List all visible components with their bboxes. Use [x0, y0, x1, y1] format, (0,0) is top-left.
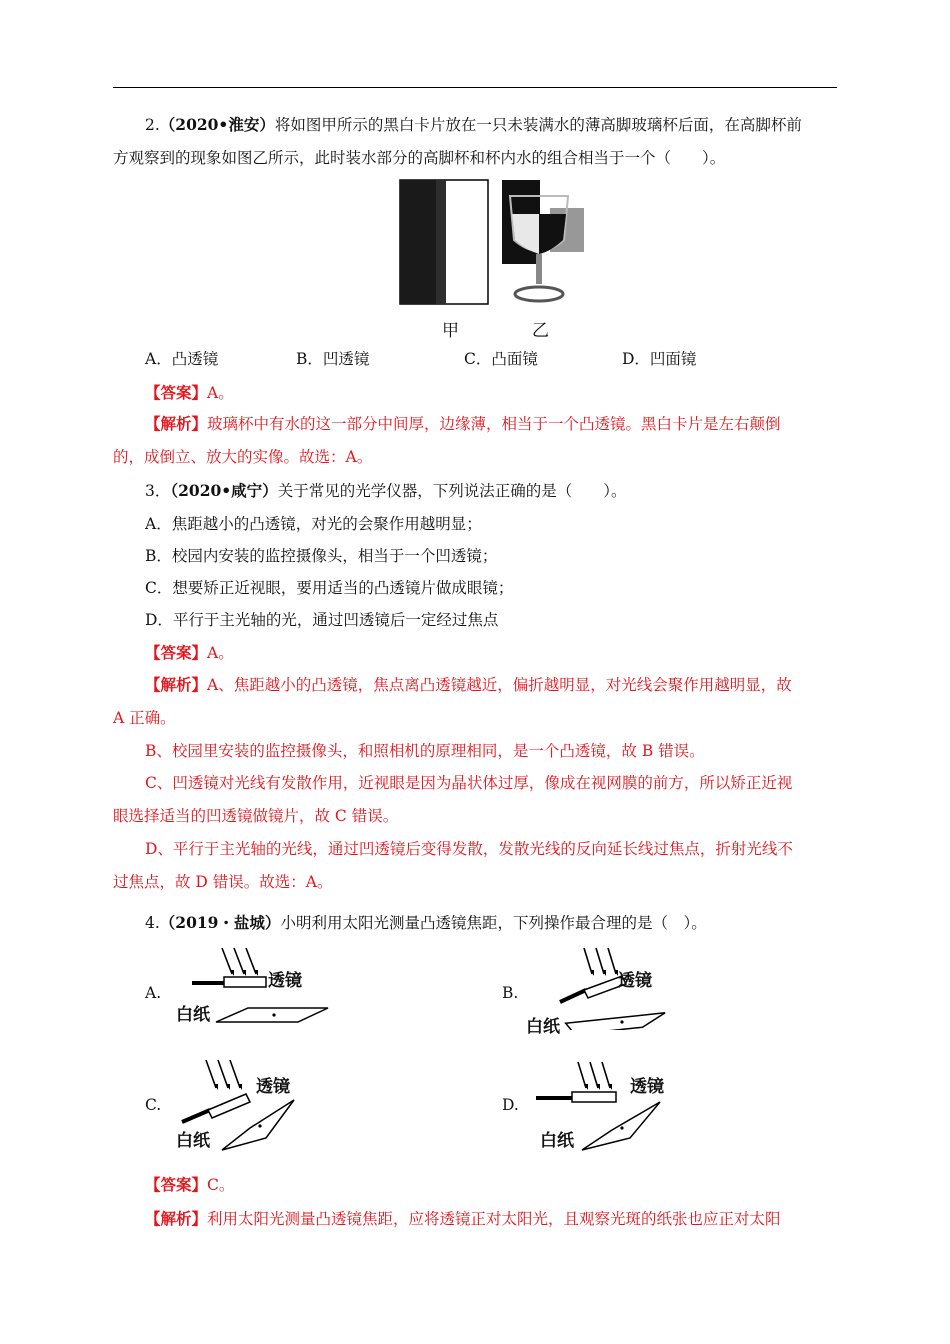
q3-analysis-a2: A 正确。 — [113, 709, 176, 727]
q2-option-b: B．凹透镜 — [296, 350, 370, 368]
q2-text: 将如图甲所示的黑白卡片放在一只未装满水的薄高脚玻璃杯后面，在高脚杯前 — [274, 116, 802, 134]
q2-source: （2020•淮安） — [159, 115, 275, 134]
q4-option-a: A. — [145, 984, 162, 1002]
q4-d-paper-label: 白纸 — [540, 1131, 574, 1151]
q3-option-c: C．想要矫正近视眼，要用适当的凸透镜片做成眼镜； — [145, 579, 514, 597]
fig-label-yi: 乙 — [532, 321, 549, 341]
q2-option-a: A．凸透镜 — [145, 350, 219, 368]
q2-line2: 方观察到的现象如图乙所示，此时装水部分的高脚杯和杯内水的组合相当于一个（ ）。 — [113, 149, 726, 167]
q2-line1 — [145, 114, 837, 136]
fig-label-jia: 甲 — [442, 321, 459, 341]
q4-a-lens-label: 透镜 — [268, 971, 302, 991]
q3-analysis-a1: 【解析】A、焦距越小的凸透镜，焦点离凸透镜越近，偏折越明显，对光线会聚作用越明显，故 — [145, 675, 792, 694]
q2-analysis-line2: 的，成倒立、放大的实像。故选：A。 — [113, 448, 373, 466]
q2-analysis-line1: 【解析】玻璃杯中有水的这一部分中间厚，边缘薄，相当于一个凸透镜。黑白卡片是左右颠倒 — [145, 414, 781, 433]
q3-analysis-c2: 眼选择适当的凹透镜做镜片，故 C 错误。 — [113, 807, 399, 825]
q3-option-b: B．校园内安装的监控摄像头，相当于一个凹透镜； — [145, 547, 498, 565]
q3-option-a: A．焦距越小的凸透镜，对光的会聚作用越明显； — [145, 515, 482, 533]
q3-analysis-d2: 过焦点，故 D 错误。故选：A。 — [113, 873, 333, 891]
q4-option-b: B. — [502, 984, 519, 1002]
header-rule — [113, 87, 837, 88]
q2-number: 2. — [145, 116, 160, 134]
q4-option-d: D. — [502, 1096, 519, 1114]
q4-a-paper-label: 白纸 — [176, 1005, 210, 1025]
q4-b-lens-label: 透镜 — [618, 971, 652, 991]
q3-stem: 3．（2020•咸宁）关于常见的光学仪器，下列说法正确的是（ ）。 — [145, 481, 627, 500]
q2-figure — [398, 178, 588, 308]
q4-analysis-line1: 【解析】利用太阳光测量凸透镜焦距，应将透镜正对太阳光，且观察光斑的纸张也应正对太阳 — [145, 1209, 781, 1228]
q2-option-c: C．凸面镜 — [464, 350, 538, 368]
wine-glass-figure — [502, 180, 584, 301]
black-white-card-figure — [400, 180, 488, 304]
q3-option-d: D．平行于主光轴的光，通过凹透镜后一定经过焦点 — [145, 611, 499, 629]
q4-d-lens-label: 透镜 — [630, 1077, 664, 1097]
q2-answer: 【答案】A。 — [145, 383, 234, 402]
q3-analysis-d1: D、平行于主光轴的光线，通过凹透镜后变得发散，发散光线的反向延长线过焦点，折射光线不 — [145, 840, 793, 858]
q2-option-d: D．凹面镜 — [622, 350, 697, 368]
q4-b-paper-label: 白纸 — [526, 1017, 560, 1037]
q4-c-lens-label: 透镜 — [256, 1077, 290, 1097]
q3-analysis-c1: C、凹透镜对光线有发散作用，近视眼是因为晶状体过厚，像成在视网膜的前方，所以矫正近视 — [145, 774, 793, 792]
q4-stem: 4.（2019・盐城）小明利用太阳光测量凸透镜焦距，下列操作最合理的是（ ）。 — [145, 913, 707, 932]
q3-answer: 【答案】A。 — [145, 643, 234, 662]
q4-option-c: C. — [145, 1096, 162, 1114]
q4-c-paper-label: 白纸 — [176, 1131, 210, 1151]
q4-answer: 【答案】C。 — [145, 1175, 235, 1194]
q3-analysis-b: B、校园里安装的监控摄像头，和照相机的原理相同，是一个凸透镜，故 B 错误。 — [145, 742, 705, 760]
